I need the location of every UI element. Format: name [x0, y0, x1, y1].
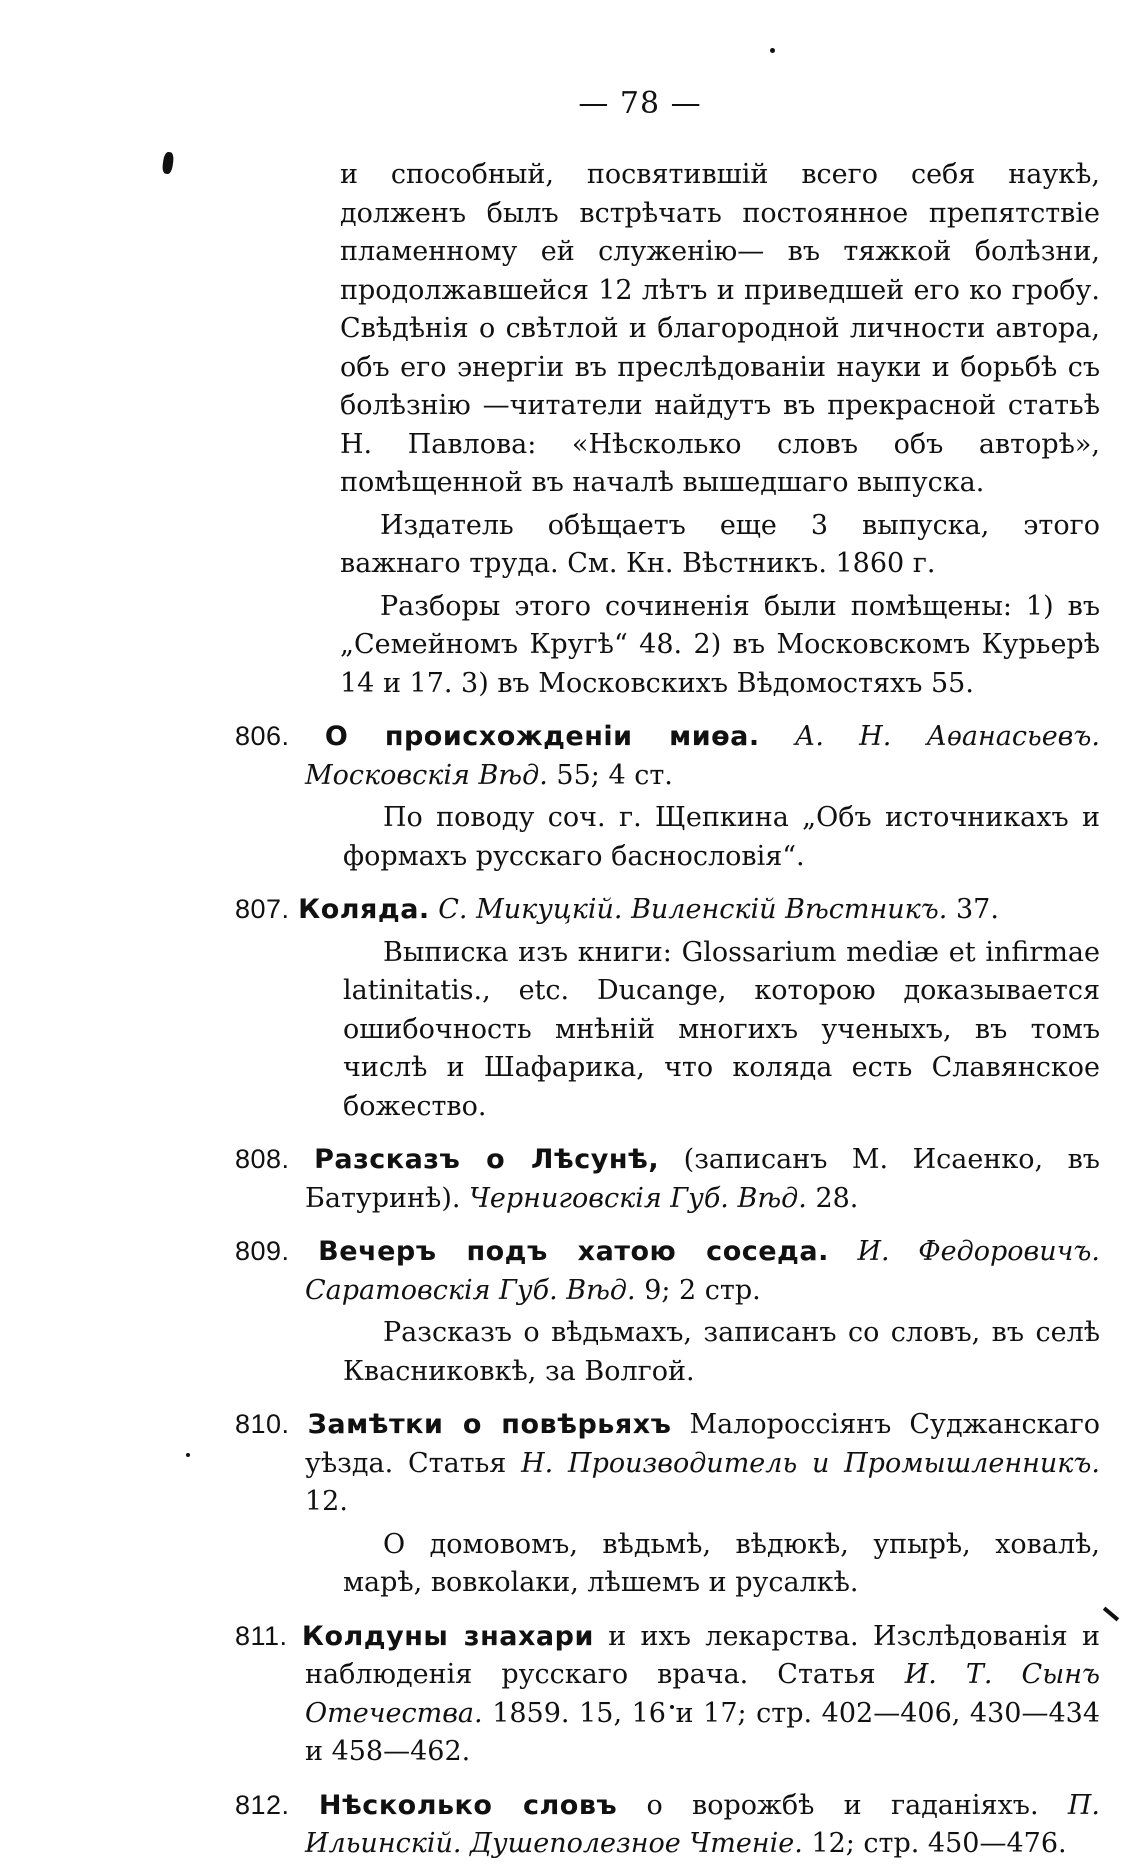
entry-808 [205, 1140, 1100, 1218]
entry-title: Нѣсколько словъ [318, 1789, 618, 1821]
entry-annotation: О домовомъ, вѣдьмѣ, вѣдюкѣ, упырѣ, ховалѣ, марѣ, вовкolaки, лѣшемъ и русалкѣ. [343, 1528, 1100, 1598]
ink-speck [186, 1453, 190, 1457]
ink-stroke [1103, 1607, 1119, 1622]
entry-annotation: Выписка изъ книги: Glossarium mediæ et infirmae latinitatis., etc. Ducange, которою доказывается ошибочность мнѣній многихъ ученыхъ, въ томъ числѣ и Шафарика, что коляда есть Славянское божество. [343, 936, 1100, 1122]
entry-number: 809. [235, 1236, 290, 1266]
entry-source: С. Микуцкій. Виленскій Вѣстникъ. [438, 894, 948, 925]
entry-812 [205, 1786, 1100, 1864]
entry-subject: о ворожбѣ и гаданіяхъ. [646, 1789, 1039, 1821]
entry-source: П. Ильинскій. Душеполезное Чтеніе. [305, 1789, 1100, 1859]
entry-heading [205, 1786, 1100, 1864]
entry-number: 806. [235, 721, 290, 751]
page-body [205, 156, 1100, 1864]
entry-source: И. Федоровичъ. Саратовскія Губ. Вѣд. [305, 1236, 1100, 1306]
entry-issue: 28. [815, 1182, 859, 1214]
reviews-note: Разборы этого сочиненія были помѣщены: 1) въ „Семейномъ Кругѣ“ 48. 2) въ Московскомъ Курьерѣ 14 и 17. 3) въ Московскихъ Вѣдомостяхъ 55. [340, 590, 1100, 699]
entry-issue: 1859. 15, 16 и 17; стр. 402—406, 430—434 и 458—462. [305, 1697, 1100, 1767]
entry-number: 808. [235, 1144, 290, 1174]
entry-809 [205, 1232, 1100, 1391]
entry-806 [205, 717, 1100, 876]
continued-paragraph: и способный, посвятившій всего себя наукѣ, долженъ былъ встрѣчать постоянное препятствіе пламенному ей служенію— въ тяжкой болѣзни, продолжавшейся 12 лѣтъ и приведшей его ко гробу. Свѣдѣнія о свѣтлой и благородной личности автора, объ его энергіи въ преслѣдованіи науки и борьбѣ съ болѣзнію —читатели найдутъ въ прекрасной статьѣ Н. Павлова: «Нѣсколько словъ объ авторѣ», помѣщенной въ началѣ вышедшаго выпуска. [340, 159, 1100, 498]
entry-title: Коляда. [298, 894, 430, 925]
entry-heading [205, 1617, 1100, 1772]
entry-heading [205, 1232, 1100, 1310]
entry-title: Вечеръ подъ хатою соседа. [318, 1236, 829, 1267]
entry-subject: Малороссіянъ Суджанскаго уѣзда. Статья [305, 1409, 1100, 1479]
entry-issue: 9; 2 стр. [644, 1274, 761, 1306]
publisher-note: Издатель обѣщаетъ еще 3 выпуска, этого важнаго труда. См. Кн. Вѣстникъ. 1860 г. [340, 509, 1100, 579]
entry-issue: 12. [305, 1486, 348, 1517]
entry-issue: 55; 4 ст. [556, 759, 673, 791]
entry-title: Замѣтки о повѣрьяхъ [307, 1409, 672, 1440]
page-number: — 78 — [578, 86, 702, 121]
entry-number: 812. [235, 1789, 290, 1820]
entry-issue: 12; стр. 450—476. [811, 1828, 1067, 1859]
entry-subject: и ихъ лекарства. Изслѣдованія и наблюденія русскаго врача. Статья [305, 1620, 1100, 1690]
margin-ink-blot [162, 151, 175, 174]
entry-issue: 37. [955, 894, 999, 925]
entry-number: 807. [235, 894, 290, 924]
entry-810 [205, 1405, 1100, 1603]
entry-heading [205, 1405, 1100, 1522]
entry-recorder: (записанъ М. Исаенко, въ Батуринѣ). [305, 1144, 1100, 1214]
entry-number: 811. [235, 1620, 288, 1651]
entry-title: О происхожденіи миѳа. [324, 721, 760, 752]
entry-title: Колдуны знахари [301, 1620, 594, 1652]
entry-source: А. Н. Аѳанасьевъ. Московскія Вѣд. [305, 721, 1100, 791]
ink-speck [770, 48, 775, 53]
entry-number: 810. [235, 1409, 290, 1439]
entry-heading [205, 1140, 1100, 1218]
entry-heading [205, 717, 1100, 795]
entry-source: Н. Производитель и Промышленникъ. [521, 1447, 1100, 1479]
entry-811 [205, 1617, 1100, 1772]
entry-annotation: Разсказъ о вѣдьмахъ, записанъ со словъ, въ селѣ Квасниковкѣ, за Волгой. [343, 1317, 1100, 1387]
entry-807 [205, 890, 1100, 1126]
entry-title: Разсказъ о Лѣсунѣ, [314, 1144, 660, 1175]
entry-source: И. Т. Сынъ Отечества. [305, 1659, 1100, 1729]
entry-annotation: По поводу соч. г. Щепкина „Объ источникахъ и формахъ русскаго баснословія“. [343, 802, 1100, 872]
entry-source: Черниговскія Губ. Вѣд. [469, 1182, 807, 1214]
entry-heading [205, 890, 1100, 930]
